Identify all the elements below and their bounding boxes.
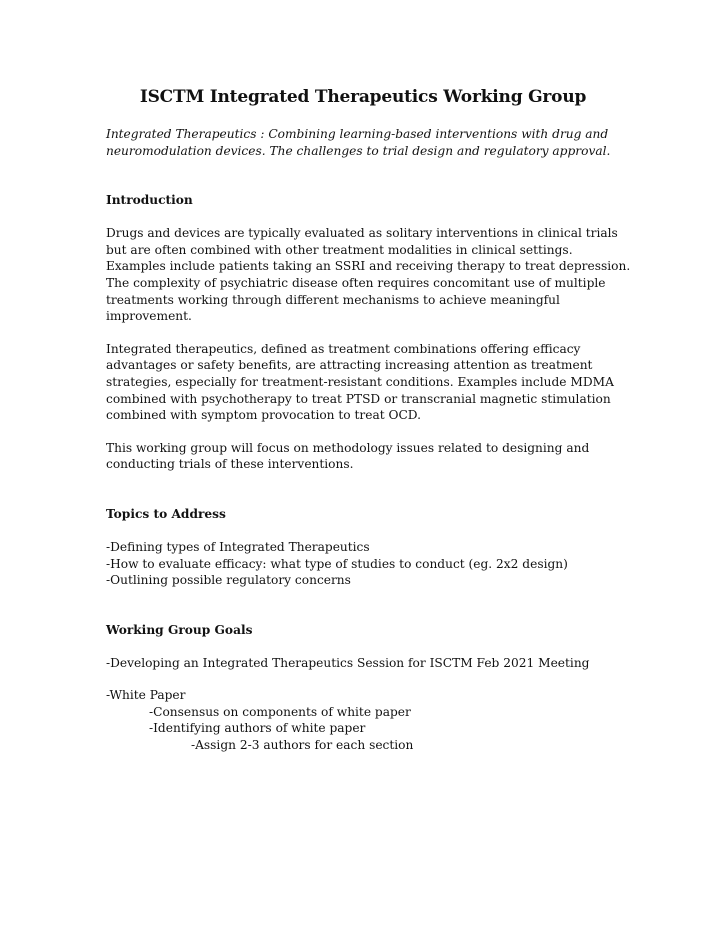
list-subsubitem: -Assign 2-3 authors for each section <box>191 738 414 753</box>
goals-list <box>106 655 620 672</box>
introduction-paragraph-1 <box>106 225 631 325</box>
list-item: -White Paper <box>106 688 186 703</box>
white-paper-list <box>106 687 620 753</box>
paragraph-line: advantages or safety benefits, are attracting increasing attention as treatment <box>106 358 593 373</box>
paragraph-line: The complexity of psychiatric disease often requires concomitant use of multiple <box>106 275 606 290</box>
goals-heading: Working Group Goals <box>106 622 253 637</box>
list-item: -Defining types of Integrated Therapeutics <box>106 539 370 554</box>
document-title: ISCTM Integrated Therapeutics Working Group <box>139 87 587 107</box>
topics-list <box>106 539 620 589</box>
paragraph-line: Drugs and devices are typically evaluated as solitary interventions in clinical trials <box>106 226 618 241</box>
paragraph-line: conducting trials of these interventions. <box>106 457 354 472</box>
subtitle-line: neuromodulation devices. The challenges to trial design and regulatory approval. <box>106 143 611 158</box>
paragraph-line: strategies, especially for treatment-resistant conditions. Examples include MDMA <box>106 374 614 389</box>
paragraph-line: combined with symptom provocation to treat OCD. <box>106 408 422 423</box>
document-subtitle <box>106 126 620 159</box>
list-item: -Outlining possible regulatory concerns <box>106 573 351 588</box>
topics-heading: Topics to Address <box>106 506 226 521</box>
paragraph-line: improvement. <box>106 309 192 324</box>
paragraph-line: Examples include patients taking an SSRI and receiving therapy to treat depression. <box>106 259 631 274</box>
list-item: -Developing an Integrated Therapeutics Session for ISCTM Feb 2021 Meeting <box>106 655 590 670</box>
list-item: -How to evaluate efficacy: what type of studies to conduct (eg. 2x2 design) <box>106 556 568 571</box>
list-subitem: -Identifying authors of white paper <box>149 721 366 736</box>
introduction-paragraph-2 <box>106 341 620 424</box>
paragraph-line: treatments working through different mechanisms to achieve meaningful <box>106 292 560 307</box>
paragraph-line: This working group will focus on methodology issues related to designing and <box>106 440 590 455</box>
paragraph-line: combined with psychotherapy to treat PTSD or transcranial magnetic stimulation <box>106 391 611 406</box>
introduction-paragraph-3 <box>106 440 620 473</box>
introduction-heading: Introduction <box>106 193 193 208</box>
paragraph-line: Integrated therapeutics, defined as treatment combinations offering efficacy <box>106 341 581 356</box>
paragraph-line: but are often combined with other treatment modalities in clinical settings. <box>106 242 573 257</box>
list-subitem: -Consensus on components of white paper <box>149 704 411 719</box>
subtitle-line: Integrated Therapeutics : Combining learning-based interventions with drug and <box>106 127 609 141</box>
